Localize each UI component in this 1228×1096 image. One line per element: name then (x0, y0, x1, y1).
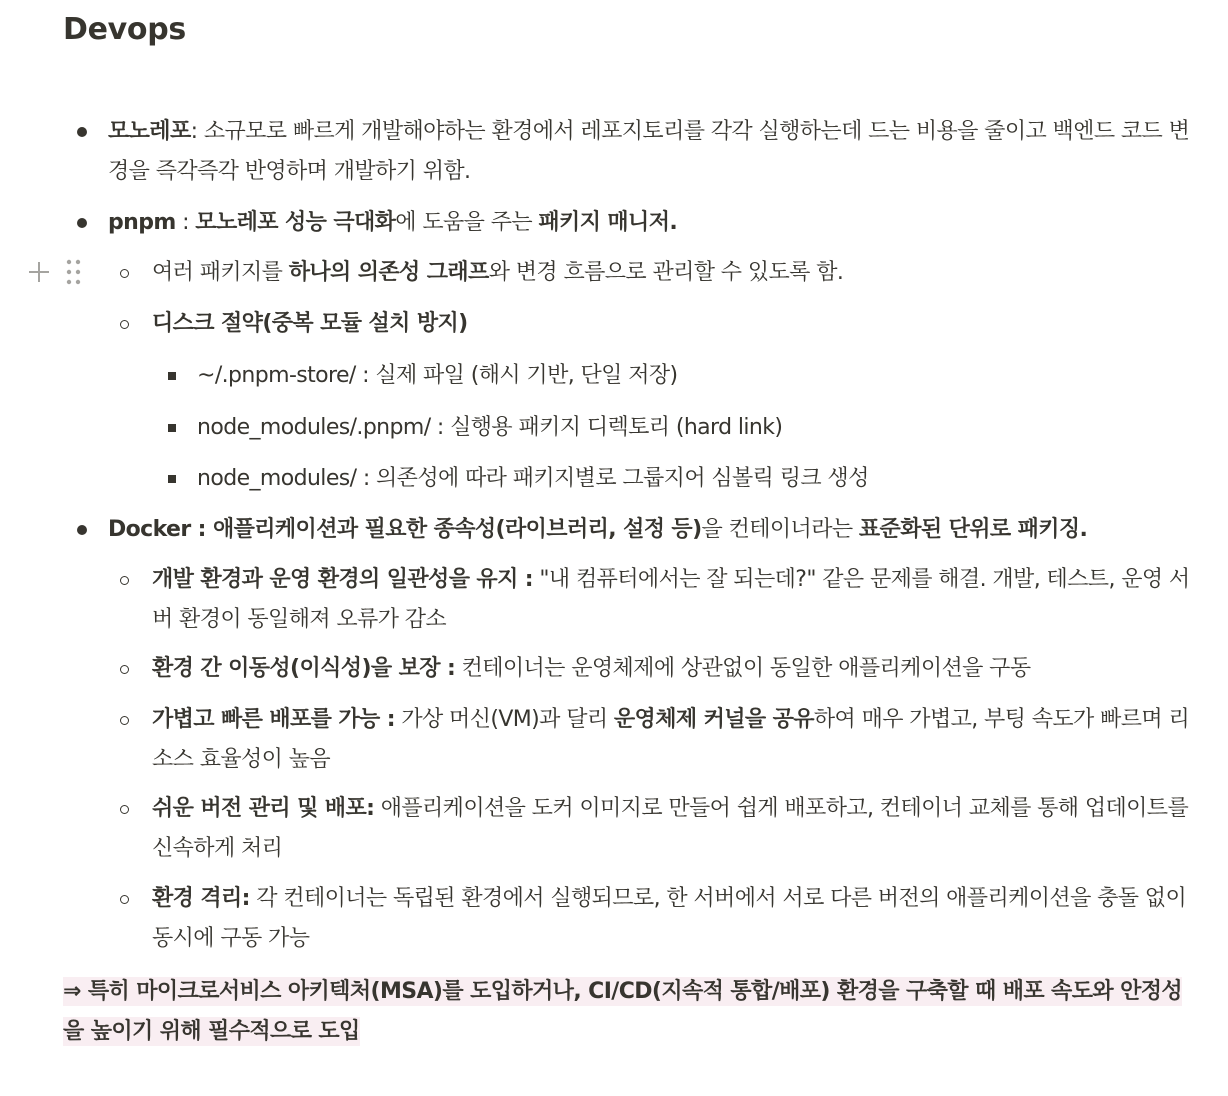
text: 애플리케이션을 도커 이미지로 만들어 쉽게 배포하고, 컨테이너 교체를 통해 업데이트를 신속하게 처리 (152, 796, 1189, 861)
text: 컨테이너는 운영체제에 상관없이 동일한 애플리케이션을 구동 (455, 656, 1031, 681)
bold-text: 쉬운 버전 관리 및 배포: (152, 796, 375, 821)
list-item-isolation (152, 879, 1192, 959)
bullet-circle-icon (120, 320, 129, 329)
bold-text: 모노레포 성능 극대화 (195, 210, 396, 235)
conclusion-text: ⇒ 특히 마이크로서비스 아키텍처(MSA)를 도입하거나, CI/CD(지속적 통합/배포) 환경을 구축할 때 배포 속도와 안정성을 높이기 위해 필수적으로 도입 (63, 979, 1183, 1044)
list-item-docker (108, 510, 1193, 550)
term-pnpm: pnpm (108, 210, 176, 235)
text: 가상 머신(VM)과 달리 (394, 707, 614, 732)
list-item-pnpm-dependency-graph (152, 253, 1192, 293)
bold-text: 패키지 매니저. (538, 210, 678, 235)
list-item-versioning (152, 789, 1192, 869)
bullet-circle-icon (120, 665, 129, 674)
list-item-pnpm (108, 203, 1193, 243)
bold-text: 가볍고 빠른 배포를 가능 : (152, 707, 395, 732)
list-item-lightweight (152, 700, 1192, 780)
bold-text: 하나의 의존성 그래프 (288, 260, 489, 285)
text: 을 컨테이너라는 (701, 517, 859, 542)
text-sep: : (175, 210, 196, 235)
term-monorepo: 모노레포 (108, 119, 191, 144)
list-item-portability (152, 649, 1192, 689)
bullet-dot-icon (77, 218, 87, 228)
text: 하여 매우 가볍고, 부팅 속도가 빠르며 리소스 효율성이 높음 (152, 707, 1190, 772)
text: 와 변경 흐름으로 관리할 수 있도록 함. (488, 260, 844, 285)
bold-text: 개발 환경과 운영 환경의 일관성을 유지 : (152, 567, 533, 592)
list-item-disk-saving (152, 304, 1192, 344)
conclusion-highlight (63, 972, 1188, 1052)
bullet-circle-icon (120, 576, 129, 585)
text: "내 컴퓨터에서는 잘 되는데?" 같은 문제를 해결. 개발, 테스트, 운영 서버 환경이 동일해져 오류가 감소 (152, 567, 1190, 632)
bold-text: 환경 간 이동성(이식성)을 보장 : (152, 656, 456, 681)
bullet-dot-icon (77, 127, 87, 137)
bold-text: 운영체제 커널을 공유 (613, 707, 814, 732)
text: 에 도움을 주는 (395, 210, 539, 235)
list-item-node-modules-pnpm: node_modules/.pnpm/ : 실행용 패키지 디렉토리 (hard link) (197, 415, 783, 440)
text-monorepo: : 소규모로 빠르게 개발해야하는 환경에서 레포지토리를 각각 실행하는데 드는 비용을 줄이고 백엔드 코드 변경을 즉각즉각 반영하며 개발하기 위함. (108, 119, 1190, 184)
bold-text: 표준화된 단위로 패키징. (858, 517, 1088, 542)
text: 여러 패키지를 (152, 260, 289, 285)
bullet-circle-icon (120, 269, 129, 278)
drag-handle-icon[interactable] (64, 258, 84, 286)
add-block-plus-icon[interactable] (28, 261, 50, 283)
bullet-circle-icon (120, 805, 129, 814)
bullet-square-icon (168, 475, 176, 483)
bold-text: 환경 격리: (152, 886, 250, 911)
list-item-pnpm-store: ~/.pnpm-store/ : 실제 파일 (해시 기반, 단일 저장) (197, 363, 678, 388)
list-item-node-modules: node_modules/ : 의존성에 따라 패키지별로 그룹지어 심볼릭 링크 생성 (197, 466, 869, 491)
list-item-consistency (152, 560, 1192, 640)
list-item-monorepo (108, 112, 1193, 192)
bullet-dot-icon (77, 525, 87, 535)
bullet-circle-icon (120, 716, 129, 725)
bullet-circle-icon (120, 895, 129, 904)
bullet-square-icon (168, 424, 176, 432)
text: 각 컨테이너는 독립된 환경에서 실행되므로, 한 서버에서 서로 다른 버전의 애플리케이션을 충돌 없이 동시에 구동 가능 (152, 886, 1187, 951)
bold-text: Docker : 애플리케이션과 필요한 종속성(라이브러리, 설정 등) (108, 517, 702, 542)
bold-text: 디스크 절약(중복 모듈 설치 방지) (152, 311, 468, 336)
bullet-square-icon (168, 372, 176, 380)
page-title: Devops (63, 12, 186, 47)
